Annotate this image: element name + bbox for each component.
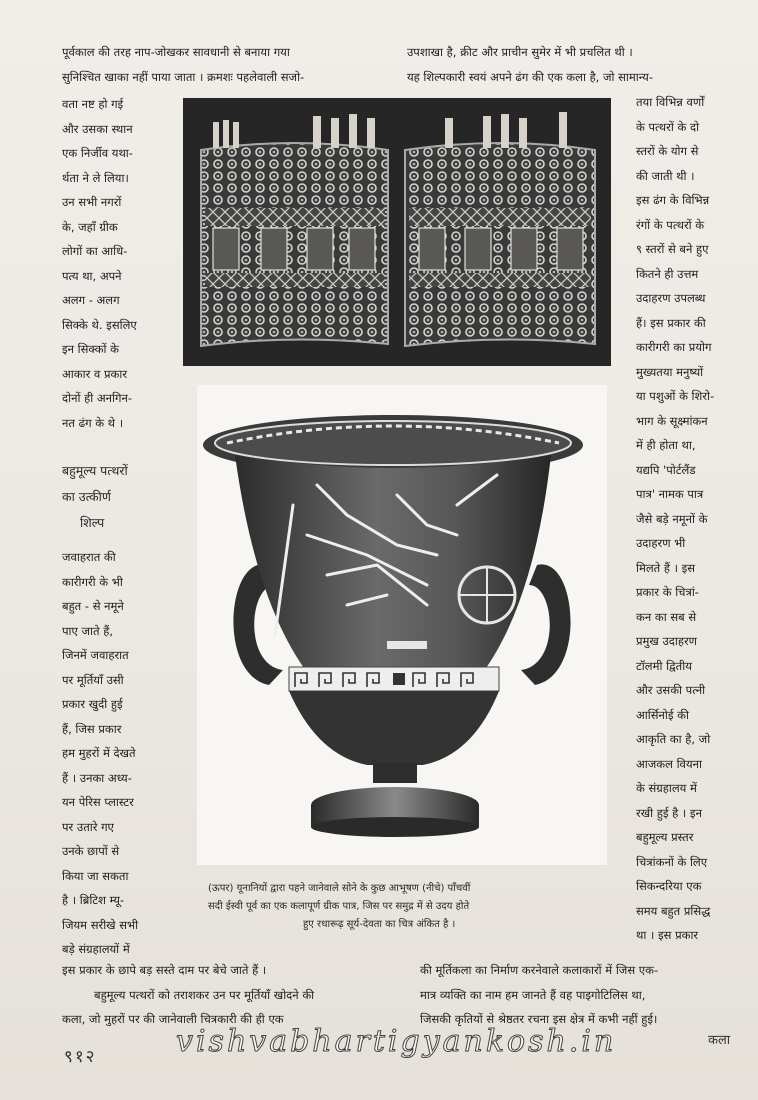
- text-line: मिलते हैं । इस: [636, 560, 696, 575]
- heading-line: का उत्कीर्ण: [62, 489, 111, 504]
- text-line: इन सिक्कों के: [62, 342, 120, 356]
- text-line: आर्सिनोई की: [636, 707, 689, 722]
- text-line: पर मूर्तियाँ उसी: [62, 672, 124, 687]
- text-line: कितने ही उत्तम: [636, 266, 699, 281]
- text-line: वता नष्ट हो गई: [62, 97, 124, 111]
- text-line: अलग - अलग: [62, 293, 120, 307]
- text-line: एक निर्जीव यथा-: [62, 146, 133, 160]
- text-line: जवाहरात की: [62, 550, 116, 564]
- text-line: उन सभी नगरों: [62, 195, 122, 209]
- website-watermark: vishvabhartigyankosh.in: [176, 1024, 617, 1059]
- text-line: बहुत - से नमूने: [62, 599, 124, 613]
- top-left-text: [62, 40, 304, 89]
- text-line: यह शिल्पकारी स्वयं अपने ढंग की एक कला है, जो सामान्य-: [407, 69, 653, 84]
- text-line: रंगों के पत्थरों के: [636, 217, 705, 232]
- text-line: किया जा सकता: [62, 868, 129, 883]
- text-line: के पत्थरों के दो: [636, 119, 700, 134]
- text-line: कारीगरी के भी: [62, 574, 123, 589]
- text-line: प्रकार खुदी हुई: [62, 697, 123, 711]
- heading-line: शिल्प: [80, 515, 105, 530]
- text-line: भाग के सूक्ष्मांकन: [636, 413, 708, 428]
- text-line: दोनों ही अनगिन-: [62, 391, 132, 405]
- text-line: की मूर्तिकला का निर्माण करनेवाले कलाकारों में जिस एक-: [420, 963, 659, 977]
- caption-line: (ऊपर) यूनानियों द्वारा पहने जानेवाले सोने के कुछ आभूषण (नीचे) पाँचवीं: [208, 883, 471, 894]
- bottom-left-text: [62, 958, 314, 1032]
- right-column: [636, 90, 736, 948]
- text-line: इस ढंग के विभिन्न: [636, 193, 710, 207]
- text-line: सिकन्दरिया एक: [636, 879, 702, 893]
- text-line: इस प्रकार के छापे बड़ सस्ते दाम पर बेचे जाते हैं ।: [62, 963, 267, 977]
- text-line: हम मुहरों में देखते: [62, 746, 136, 760]
- section-heading: [62, 458, 170, 536]
- gold-ornaments-photo: [183, 98, 611, 366]
- text-line: उदाहरण भी: [636, 536, 686, 550]
- top-right-text: [407, 40, 653, 89]
- text-line: यन पेरिस प्लास्टर: [62, 795, 134, 809]
- text-line: की जाती थी ।: [636, 168, 695, 183]
- text-line: जैसे बड़े नमूनों के: [636, 511, 708, 526]
- caption-line: हुए रथारूढ़ सूर्य-देवता का चित्र अंकित है ।: [303, 919, 456, 930]
- text-line: जिनमें जवाहरात: [62, 648, 129, 662]
- left-column-b: [62, 545, 174, 962]
- text-line: या पशुओं के शिरो-: [636, 389, 715, 403]
- text-line: उपशाखा है, क्रीट और प्राचीन सुमेर में भी प्रचलित थी ।: [407, 45, 633, 59]
- text-line: जियम सरीखे सभी: [62, 917, 139, 932]
- text-line: और उसका स्थान: [62, 121, 133, 136]
- text-line: बड़े संग्रहालयों में: [62, 942, 130, 956]
- text-line: पत्य था, अपने: [62, 268, 122, 283]
- krater-vase-illustration: [197, 385, 607, 865]
- left-column-a: [62, 92, 174, 435]
- text-line: हैं । उनका अध्य-: [62, 770, 132, 785]
- running-footer-label: कला: [708, 1033, 731, 1048]
- text-line: और उसकी पत्नी: [636, 683, 706, 697]
- text-line: पर उतारे गए: [62, 819, 114, 834]
- text-line: नत ढंग के थे ।: [62, 415, 124, 430]
- text-line: जिसकी कृतियों से श्रेष्ठतर रचना इस क्षेत्र में कभी नहीं हुई।: [420, 1012, 658, 1026]
- text-line: सिक्के थे. इसलिए: [62, 317, 137, 332]
- text-line: तया विभिन्न वर्णों: [636, 95, 705, 109]
- heading-line: बहुमूल्य पत्थरों: [62, 463, 128, 478]
- text-line: है । ब्रिटिश म्यू-: [62, 893, 125, 907]
- text-line: उदाहरण उपलब्ध: [636, 291, 706, 305]
- text-line: के, जहाँ ग्रीक: [62, 219, 118, 234]
- text-line: हैं। इस प्रकार की: [636, 315, 706, 330]
- text-line: पात्र' नामक पात्र: [636, 487, 704, 501]
- text-line: पूर्वकाल की तरह नाप-जोखकर सावधानी से बनाया गया: [62, 45, 290, 59]
- caption-line: सदी ईस्वी पूर्व का एक कलापूर्ण ग्रीक पात्र, जिस पर समुद्र में से उदय होते: [208, 901, 470, 912]
- text-line: कारीगरी का प्रयोग: [636, 340, 712, 354]
- text-line: उनके छापों से: [62, 844, 120, 858]
- text-line: के संग्रहालय में: [636, 781, 697, 795]
- text-line: था । इस प्रकार: [636, 928, 699, 942]
- text-line: टॉलमी द्वितीय: [636, 658, 692, 673]
- text-line: लोगों का आधि-: [62, 244, 128, 258]
- text-line: मात्र व्यक्ति का नाम हम जानते हैं वह पाइगोटिलिस था,: [420, 987, 646, 1002]
- text-line: चित्रांकनों के लिए: [636, 854, 708, 869]
- text-line: ९ स्तरों से बने हुए: [636, 242, 709, 256]
- text-line: बहुमूल्य प्रस्तर: [636, 830, 694, 844]
- text-line: मुख्यतया मनुष्यों: [636, 364, 704, 379]
- text-line: प्रकार के चित्रां-: [636, 585, 699, 599]
- bottom-right-text: [420, 958, 658, 1032]
- text-line: पाए जाते हैं,: [62, 623, 114, 638]
- page-number: ९१२: [64, 1047, 97, 1067]
- text-line: प्रमुख उदाहरण: [636, 634, 697, 648]
- ornament-band-illustration: [183, 98, 611, 366]
- greek-vase-photo: [197, 385, 607, 865]
- text-line: आजकल वियना: [636, 756, 702, 771]
- text-line: रखी हुई है । इन: [636, 805, 702, 820]
- text-line: बहुमूल्य पत्थरों को तराशकर उन पर मूर्तियाँ खोदने की: [94, 987, 315, 1002]
- text-line: कन का सब से: [636, 609, 697, 624]
- figure-caption: [208, 880, 628, 934]
- text-line: र्थता ने ले लिया।: [62, 170, 129, 185]
- text-line: आकृति का है, जो: [636, 732, 711, 746]
- text-line: आकार व प्रकार: [62, 366, 128, 381]
- text-line: यद्यपि 'पोर्टलैंड: [636, 462, 696, 477]
- text-line: कला, जो मुहरों पर की जानेवाली चित्रकारी की ही एक: [62, 1012, 284, 1026]
- text-line: सुनिश्चित खाका नहीं पाया जाता । क्रमशः पहलेवाली सजो-: [62, 69, 305, 84]
- text-line: समय बहुत प्रसिद्ध: [636, 903, 711, 918]
- text-line: स्तरों के योग से: [636, 144, 699, 158]
- text-line: में ही होता था,: [636, 438, 696, 452]
- text-line: हैं, जिस प्रकार: [62, 721, 122, 736]
